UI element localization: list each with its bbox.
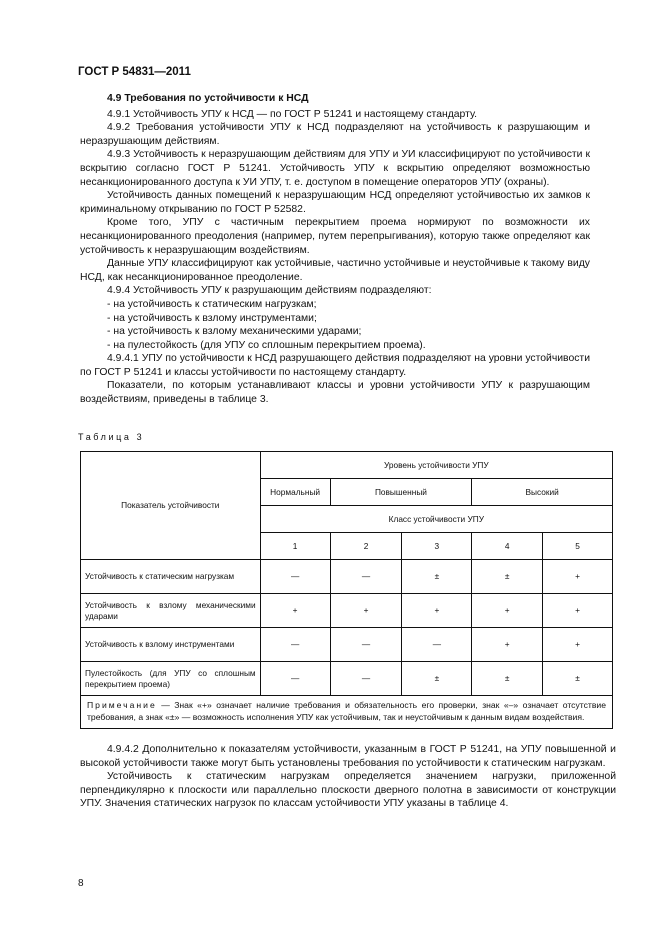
paragraph: 4.9.2 Требования устойчивости УПУ к НСД подразделяют на устойчивость к разрушающим и неразрушающим действиям.	[80, 122, 590, 147]
paragraph: 4.9.4.2 Дополнительно к показателям устойчивости, указанным в ГОСТ Р 51241, на УПУ повышенной и высокой устойчивости также могут быть установлены требования по устойчивости к статическим нагрузкам.	[80, 744, 616, 769]
table-caption: Таблица 3	[78, 432, 145, 442]
table-cell: +	[543, 628, 613, 662]
table-row	[81, 594, 613, 628]
class-3: 3	[402, 533, 472, 560]
after-table-body	[80, 743, 616, 811]
level-elevated: Повышенный	[330, 479, 472, 506]
resistance-table	[80, 451, 613, 729]
table-cell: —	[330, 662, 402, 696]
section-body	[80, 92, 590, 407]
table-note	[81, 696, 613, 729]
class-1: 1	[260, 533, 330, 560]
table-cell: —	[260, 662, 330, 696]
table-cell: +	[472, 628, 543, 662]
table-cell: —	[260, 560, 330, 594]
table-cell: +	[330, 594, 402, 628]
paragraph: 4.9.4 Устойчивость УПУ к разрушающим действиям подразделяют:	[107, 285, 432, 297]
list-item: - на устойчивость к взлому механическими ударами;	[107, 326, 362, 338]
paragraph: Данные УПУ классифицируют как устойчивые, частично устойчивые и неустойчивые к такому виду НСД, как несанкционированное преодоление.	[80, 258, 590, 283]
document-header: ГОСТ Р 54831—2011	[78, 66, 191, 78]
table-cell: +	[472, 594, 543, 628]
list-item: - на устойчивость к статическим нагрузкам;	[107, 298, 317, 310]
level-header: Уровень устойчивости УПУ	[260, 452, 612, 479]
table-cell: ±	[472, 560, 543, 594]
table-row	[81, 560, 613, 594]
table-cell: ±	[472, 662, 543, 696]
table-row	[81, 628, 613, 662]
table-cell: +	[260, 594, 330, 628]
paragraph: 4.9.4.1 УПУ по устойчивости к НСД разрушающего действия подразделяют на уровни устойчивости по ГОСТ Р 51241 и классы устойчивости по настоящему стандарту.	[80, 353, 590, 378]
level-high: Высокий	[472, 479, 613, 506]
note-text: — Знак «+» означает наличие требования и обязательность его проверки, знак «–» означает отсутствие требования, а знак «±» — возможность исполнения УПУ как устойчивым, так и неустойчивым к данным видам воздействия.	[87, 700, 606, 722]
paragraph: Устойчивость к статическим нагрузкам определяется значением нагрузки, приложенной перпендикулярно к плоскости или параллельно плоскости дверного полотна в зависимости от конструкции УПУ. Значения статических нагрузок по классам устойчивости УПУ указаны в таблице 4.	[80, 771, 616, 810]
class-header: Класс устойчивости УПУ	[260, 506, 612, 533]
section-title: 4.9 Требования по устойчивости к НСД	[107, 93, 309, 104]
paragraph: Показатели, по которым устанавливают классы и уровни устойчивости УПУ к разрушающим воздействиям, приведены в таблице 3.	[80, 380, 590, 406]
table-cell: ±	[402, 560, 472, 594]
table-cell: —	[260, 628, 330, 662]
table-cell: +	[543, 594, 613, 628]
table-cell: —	[402, 628, 472, 662]
table-cell: +	[402, 594, 472, 628]
list-item: - на устойчивость к взлому инструментами;	[107, 312, 317, 324]
note-label: Примечание	[87, 700, 157, 710]
indicator-header: Показатель устойчивости	[81, 452, 261, 560]
paragraph: 4.9.1 Устойчивость УПУ к НСД — по ГОСТ Р 51241 и настоящему стандарту.	[107, 108, 478, 120]
table-cell: —	[330, 560, 402, 594]
table-cell: +	[543, 560, 613, 594]
paragraph: Устойчивость данных помещений к неразрушающим НСД определяют устойчивостью их замков к криминальному открыванию по ГОСТ Р 52582.	[80, 190, 590, 215]
table-row	[81, 662, 613, 696]
table-cell: —	[330, 628, 402, 662]
table-cell: ±	[543, 662, 613, 696]
class-5: 5	[543, 533, 613, 560]
row-label: Пулестойкость (для УПУ со сплошным перекрытием проема)	[81, 662, 261, 696]
paragraph: 4.9.3 Устойчивость к неразрушающим действиям для УПУ и УИ классифицируют по устойчивости к вскрытию согласно ГОСТ Р 51241. Устойчивость УПУ к вскрытию определяют возможностью несанкционированного доступа к УИ УПУ, т. е. доступом в помещение операторов УПУ (охраны).	[80, 149, 590, 188]
class-4: 4	[472, 533, 543, 560]
row-label: Устойчивость к статическим нагрузкам	[81, 560, 261, 594]
class-2: 2	[330, 533, 402, 560]
page-number: 8	[78, 878, 84, 889]
list-item: - на пулестойкость (для УПУ со сплошным перекрытием проема).	[107, 339, 426, 351]
row-label: Устойчивость к взлому инструментами	[81, 628, 261, 662]
level-normal: Нормальный	[260, 479, 330, 506]
paragraph: Кроме того, УПУ с частичным перекрытием проема нормируют по возможности их несанкционированного преодоления (например, путем перепрыгивания), которую также определяют как устойчивость к неразрушающим воздействиям.	[80, 217, 590, 256]
row-label: Устойчивость к взлому механическими ударами	[81, 594, 261, 628]
table-cell: ±	[402, 662, 472, 696]
